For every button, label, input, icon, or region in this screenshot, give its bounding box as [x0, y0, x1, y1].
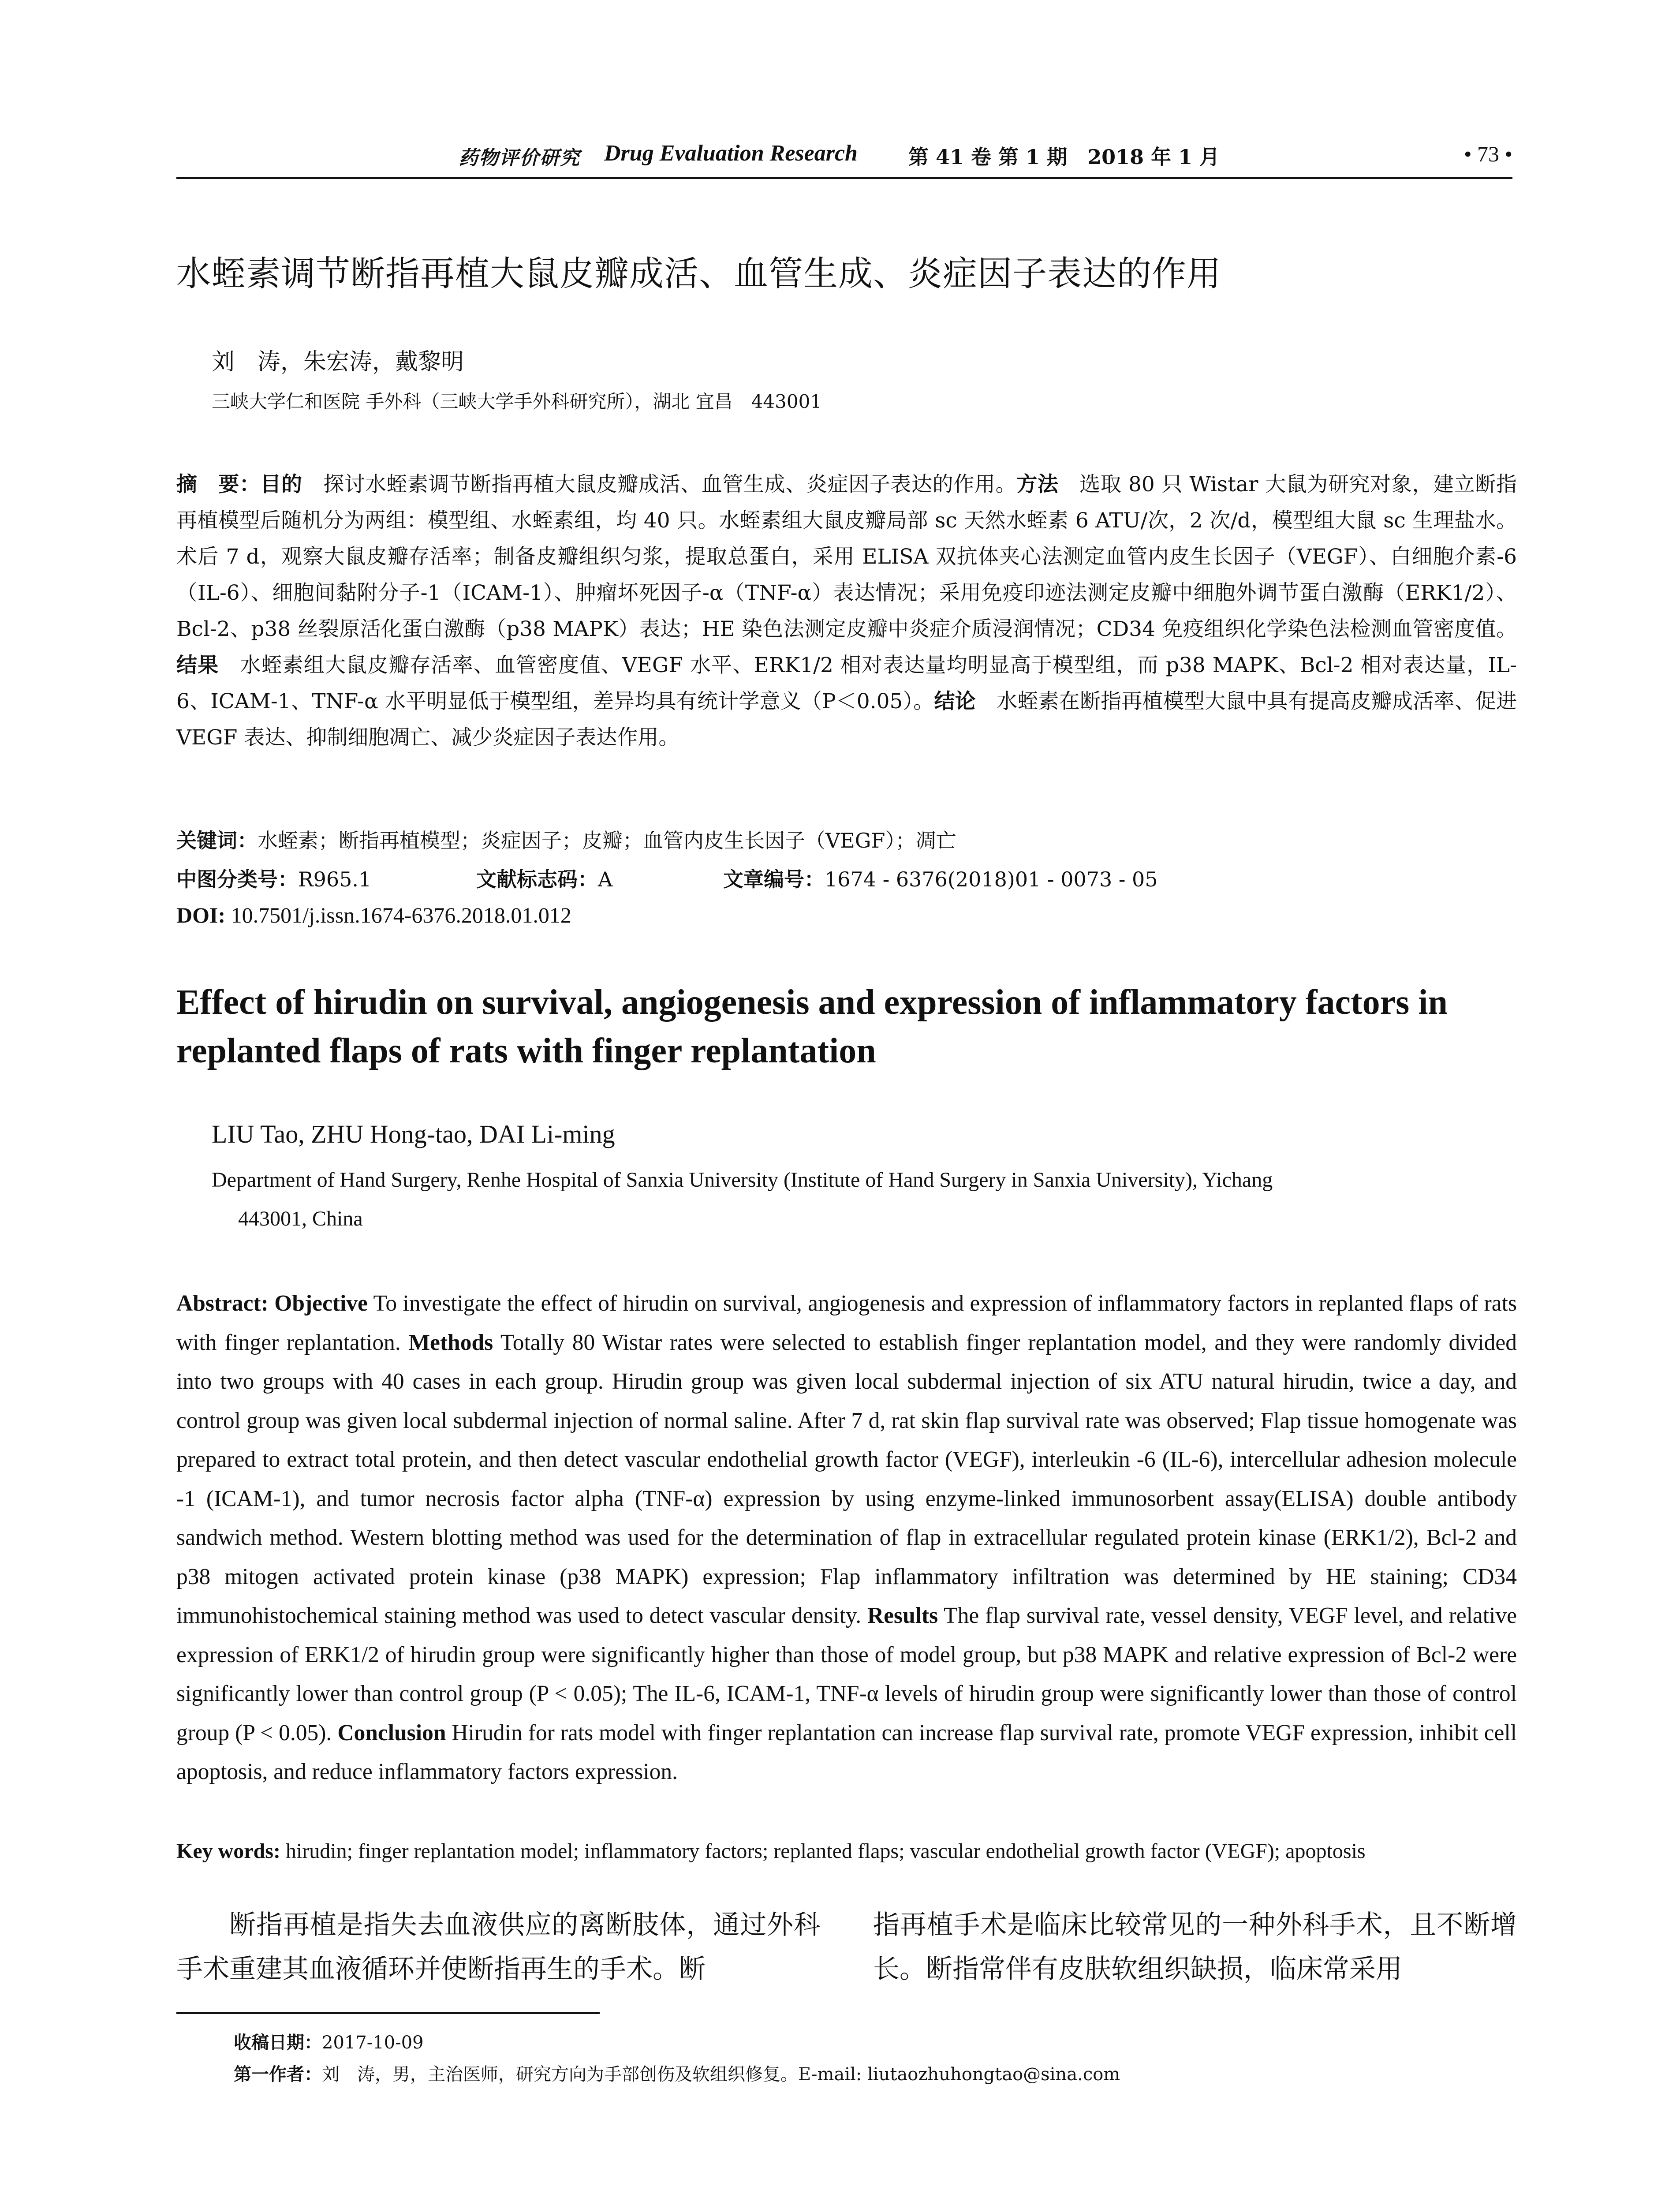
chinese-authors: 刘 涛，朱宏涛，戴黎明 — [212, 349, 464, 375]
body-column-right: 指再植手术是临床比较常见的一种外科手术，且不断增长。断指常伴有皮肤软组织缺损，临床常采用 — [873, 1910, 1517, 1984]
body-column-left: 断指再植是指失去血液供应的离断肢体，通过外科手术重建其血液循环并使断指再生的手术。断 — [176, 1910, 820, 1984]
document-code: 文献标志码：A — [476, 867, 613, 891]
objective-label: 目的 — [260, 472, 302, 497]
keywords-text: 水蛭素；断指再植模型；炎症因子；皮瓣；血管内皮生长因子（VEGF）；凋亡 — [258, 829, 956, 852]
chinese-abstract — [176, 467, 1517, 756]
objective-text: To investigate the effect of hirudin on survival, angiogenesis and expression of inflammatory factors in replanted flaps of rats with finger replantation. — [176, 1291, 1517, 1355]
results-text: 水蛭素组大鼠皮瓣存活率、血管密度值、VEGF 水平、ERK1/2 相对表达量均明显高于模型组，而 p38 MAPK、Bcl-2 相对表达量，IL-6、ICAM-1、TNF-α 水平明显低于模型组，差异均具有统计学意义（P＜0.05）。 — [176, 653, 1517, 714]
methods-text: Totally 80 Wistar rates were selected to establish finger replantation model, and they were randomly divided into two groups with 40 cases in each group. Hirudin group was given local subdermal injection of six ATU natural hirudin, twice a day, and control group was given local subdermal injection of normal saline. After 7 d, rat skin flap survival rate was observed; Flap tissue homogenate was prepared to extract total protein, and then detect vascular endothelial growth factor (VEGF), interleukin -6 (IL-6), intercellular adhesion molecule -1 (ICAM-1), and tumor necrosis factor alpha (TNF-α) expression by using enzyme-linked immunosorbent assay(ELISA) double antibody sandwich method. Western blotting method was used for the determination of flap in extracellular regulated protein kinase (ERK1/2), Bcl-2 and p38 mitogen activated protein kinase (p38 MAPK) expression; Flap inflammatory infiltration was determined by HE staining; CD34 immunohistochemical staining method was used to detect vascular density. — [176, 1330, 1517, 1628]
keywords-label: Key words: — [176, 1839, 286, 1863]
conclusion-text: 水蛭素在断指再植模型大鼠中具有提高皮瓣成活率、促进 VEGF 表达、抑制细胞凋亡、减少炎症因子表达作用。 — [176, 689, 1517, 750]
classification-line — [176, 863, 1517, 890]
methods-label: Methods — [408, 1330, 493, 1355]
objective-text: 探讨水蛭素调节断指再植大鼠皮瓣成活、血管生成、炎症因子表达的作用。 — [302, 472, 1017, 497]
english-affiliation: Department of Hand Surgery, Renhe Hospital of Sanxia University (Institute of Hand Surgery in Sanxia University), Yichang 443001, China — [212, 1168, 1273, 1230]
results-label: Results — [867, 1603, 938, 1628]
keywords-label: 关键词： — [176, 829, 258, 852]
results-label: 结果 — [176, 653, 219, 677]
doi-label: DOI: — [176, 903, 231, 927]
abstract-objective-label: Abstract: Objective — [176, 1291, 368, 1316]
doi-link[interactable]: 10.7501/j.issn.1674-6376.2018.01.012 — [231, 903, 571, 927]
footnote-divider — [176, 2012, 600, 2014]
methods-label: 方法 — [1016, 472, 1059, 497]
header-divider — [176, 177, 1512, 179]
doi-line — [176, 902, 571, 928]
english-keywords — [176, 1839, 1526, 1863]
keywords-text: hirudin; finger replantation model; inflammatory factors; replanted flaps; vascular endothelial growth factor (VEGF); apoptosis — [285, 1839, 1366, 1863]
english-title: Effect of hirudin on survival, angiogenesis and expression of inflammatory factors in replanted flaps of rats with finger replantation — [176, 983, 1448, 1070]
conclusion-label: 结论 — [934, 689, 976, 714]
methods-text: 选取 80 只 Wistar 大鼠为研究对象，建立断指再植模型后随机分为两组：模型组、水蛭素组，均 40 只。水蛭素组大鼠皮瓣局部 sc 天然水蛭素 6 ATU/次，2 次/d，模型组大鼠 sc 生理盐水。术后 7 d，观察大鼠皮瓣存活率；制备皮瓣组织匀浆，提取总蛋白，采用 ELISA 双抗体夹心法测定血管内皮生长因子（VEGF）、白细胞介素-6（IL-6）、细胞间黏附分子-1（ICAM-1）、肿瘤坏死因子-α（TNF-α）表达情况；采用免疫印迹法测定皮瓣中细胞外调节蛋白激酶（ERK1/2）、Bcl-2、p38 丝裂原活化蛋白激酶（p38 MAPK）表达；HE 染色法测定皮瓣中炎症介质浸润情况；CD34 免疫组织化学染色法检测血管密度值。 — [176, 472, 1517, 641]
article-number: 文章编号：1674 - 6376(2018)01 - 0073 - 05 — [723, 867, 1158, 891]
abstract-label: 摘 要： — [176, 472, 261, 497]
conclusion-text: Hirudin for rats model with finger replantation can increase flap survival rate, promote VEGF expression, inhibit cell apoptosis, and reduce inflammatory factors expression. — [176, 1720, 1517, 1784]
running-header — [176, 140, 1512, 171]
issue-info: 第 41 卷 第 1 期 2018 年 1 月 — [908, 145, 1220, 169]
english-abstract — [176, 1284, 1517, 1792]
chinese-affiliation: 三峡大学仁和医院 手外科（三峡大学手外科研究所），湖北 宜昌 443001 — [212, 391, 822, 412]
page-number: • 73 • — [1463, 142, 1512, 166]
results-text: The flap survival rate, vessel density, VEGF level, and relative expression of ERK1/2 of hirudin group were significantly higher than those of model group, but p38 MAPK and relative expression of Bcl-2 were significantly lower than control group (P < 0.05); The IL-6, ICAM-1, TNF-α levels of hirudin group were significantly lower than those of control group (P < 0.05). — [176, 1603, 1517, 1745]
journal-name: Drug Evaluation Research — [604, 141, 858, 166]
footnote-received: 收稿日期：2017-10-09 — [234, 2033, 424, 2053]
chinese-title: 水蛭素调节断指再植大鼠皮瓣成活、血管生成、炎症因子表达的作用 — [176, 254, 1222, 294]
chinese-keywords — [176, 825, 956, 854]
footnote-first-author: 第一作者：刘 涛，男，主治医师，研究方向为手部创伤及软组织修复。E-mail: liutaozhuhongtao@sina.com — [234, 2064, 1120, 2085]
conclusion-label: Conclusion — [337, 1720, 446, 1745]
english-authors: LIU Tao, ZHU Hong-tao, DAI Li-ming — [212, 1120, 615, 1148]
journal-logo: 药物评价研究 — [459, 147, 580, 169]
clc-number: 中图分类号：R965.1 — [176, 867, 372, 891]
